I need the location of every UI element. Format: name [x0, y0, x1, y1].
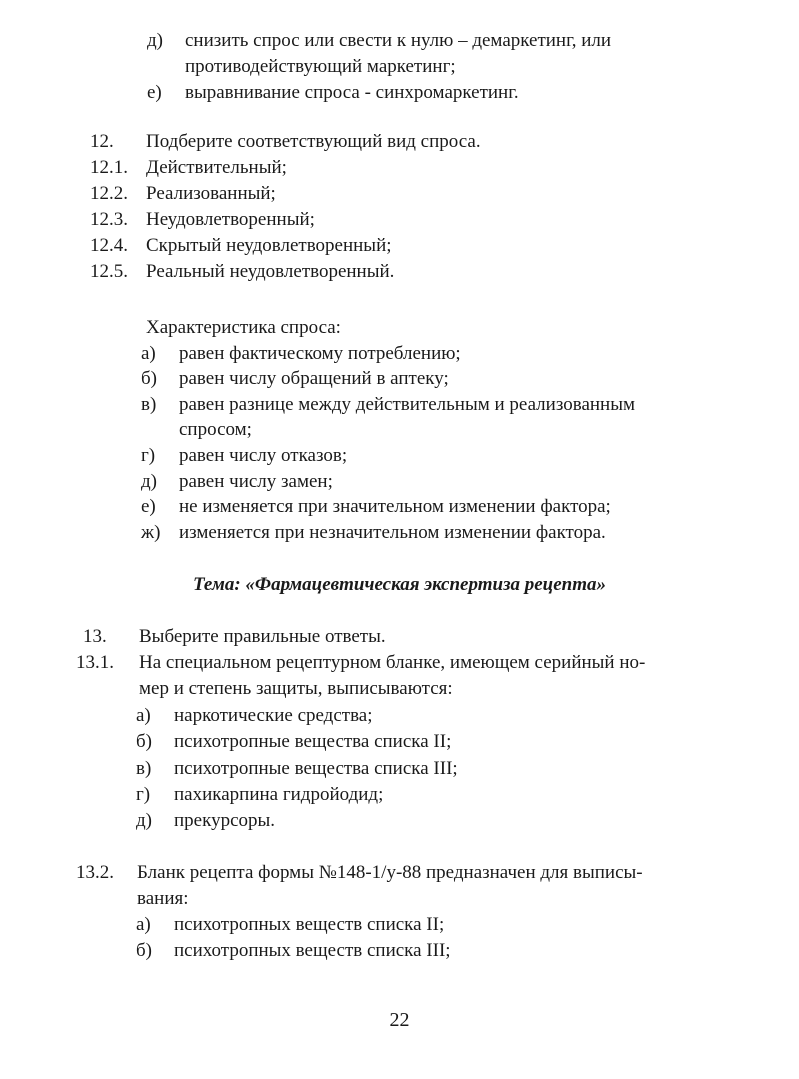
- topic-heading: Тема: «Фармацевтическая экспертиза рецепта»: [192, 574, 607, 595]
- page-number: 22: [389, 1009, 410, 1031]
- characteristics-title: Характеристика спроса:: [146, 317, 341, 338]
- document-page: д) снизить спрос или свести к нулю – демаркетинг, или противодействующий маркетинг; е) выравнивание спроса - синхромаркетинг. 12. Подберите соответствующий вид спроса. 12.1. Действительный; 12.2. Реализованный; 12.3. Неудовлетворенный; 12.4. Скрытый неудовлетворенный; 12.5. Реальный неудовлетворенный. Характеристика спроса: а) равен фактическому потреблению; б) равен числу обращений в аптеку; в) равен разнице между действительным и реализованным спросом; г) равен числу отказов; д) равен числу замен; е) не изменяется при значительном изменении фактора; ж) изменяется при незначительном изменении фактора. Тема: «Фармацевтическая экспертиза рецепта» 13. Выберите правильные ответы. 13.1. На специальном рецептурном бланке, имеющем серийный но- мер и степень защиты, выписываются: а) наркотические средства; б) психотропные вещества списка II; в) психотропные вещества списка III; г) пахикарпина гидройодид; д) прекурсоры. 13.2. Бланк рецепта формы №148-1/у-88 предназначен для выписы- вания: а) психотропных веществ списка II; б) психотропных веществ списка III; 22: [0, 0, 799, 1079]
